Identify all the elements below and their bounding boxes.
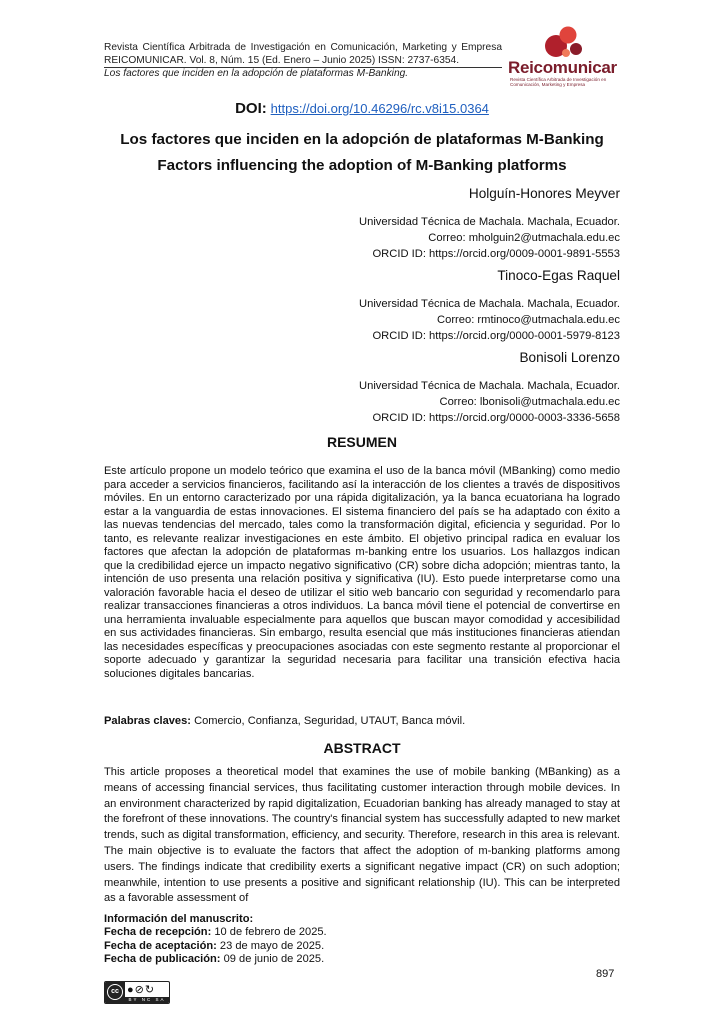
- resumen-text: Este artículo propone un modelo teórico que examina el uso de la banca móvil (MBanking) como medio para acceder a servicios financieros, facilitando así la interacción de los clientes a través de dispositivos móviles. En un entorno caracterizado por una rápida digitalización, ya la banca ecuatoriana ha logrado estar a la vanguardia de estas innovaciones. El sistema financiero del país se ha adaptado con éxito a las nuevas tendencias del mercado, tales como la transformación digital, eficiencia y seguridad. Por lo tanto, es relevante realizar investigaciones en este ámbito. El objetivo principal radica en evaluar los factores que afectan la adopción de plataformas m-banking entre los usuarios. Los hallazgos indican que la credibilidad ejerce un impacto negativo significativo (CR) sobre dicha adopción; mientras tanto, la intención de uso presenta una relación positiva y significativa (IU). Esto puede interpretarse como una valoración favorable hacia el deseo de utilizar el sitio web bancario con seguridad y recomendarlo para realizar transacciones financieras a otros individuos. La banca móvil tiene el potencial de convertirse en una herramienta invaluable especialmente para aquellos que buscan mayor comodidad y accesibilidad en sus actividades financieras. Sin embargo, resulta esencial que más instituciones financieras atiendan las necesidades específicas y preocupaciones asociadas con este segmento restante al proporcionar el soporte adecuado y garantizar la seguridad necesaria para facilitar una transición efectiva hacia soluciones digitales bancarias.: [104, 465, 620, 680]
- logo-wordmark: Reicomunicar: [508, 58, 617, 77]
- author-email[interactable]: Correo: rmtinoco@utmachala.edu.ec: [437, 314, 620, 326]
- doi-line: [0, 100, 724, 117]
- received-label: Fecha de recepción:: [104, 926, 212, 939]
- page-number: 897: [596, 968, 615, 980]
- abstract-text: This article proposes a theoretical model that examines the use of mobile banking (MBanking) as a means of accessing financial services, thus facilitating customer interaction through mobile devices. In an environment characterized by rapid digitalization, Ecuadorian banking has already managed to stay at the forefront of these innovations. The country's financial system has successfully adapted to new market trends, such as digital transformation, efficiency, and security. Therefore, research in this area is relevant. The main objective is to evaluate the factors that affect the adoption of m-banking platforms among users. The findings indicate that credibility exerts a significant negative impact (CR) on such adoption; meanwhile, intention to use presents a positive and significant relationship (IU). This can be interpreted as a favorable assessment of: [104, 766, 620, 905]
- journal-header: [104, 42, 502, 81]
- manuscript-heading: Información del manuscrito:: [104, 913, 254, 925]
- keywords: [104, 715, 620, 727]
- author-info-3: [359, 378, 620, 426]
- published-date: 09 de junio de 2025.: [223, 953, 325, 966]
- cc-icon: cc: [107, 984, 123, 1000]
- manuscript-info: [104, 913, 327, 967]
- journal-logo: [508, 22, 620, 92]
- published-label: Fecha de publicación:: [104, 953, 221, 966]
- keywords-list: Comercio, Confianza, Seguridad, UTAUT, Banca móvil.: [194, 715, 466, 727]
- title-spanish: Los factores que inciden en la adopción de plataformas M-Banking: [120, 131, 604, 148]
- author-name-3: Bonisoli Lorenzo: [519, 350, 620, 365]
- doi-link[interactable]: https://doi.org/10.46296/rc.v8i15.0364: [270, 101, 489, 116]
- license-terms: BY NC SA: [125, 997, 169, 1003]
- journal-name: Revista Científica Arbitrada de Investigación en Comunicación, Marketing y Empresa: [104, 42, 502, 53]
- title-english: Factors influencing the adoption of M-Banking platforms: [157, 157, 567, 174]
- accepted-label: Fecha de aceptación:: [104, 939, 217, 952]
- running-title: Los factores que inciden en la adopción de plataformas M-Banking.: [104, 68, 409, 79]
- journal-volume: REICOMUNICAR. Vol. 8, Núm. 15 (Ed. Enero – Junio 2025) ISSN: 2737-6354.: [104, 54, 460, 66]
- author-info-2: [359, 296, 620, 344]
- author-info-1: [359, 214, 620, 262]
- author-affiliation: Universidad Técnica de Machala. Machala, Ecuador.: [359, 298, 620, 310]
- keywords-label: Palabras claves:: [104, 715, 191, 727]
- resumen-heading: RESUMEN: [326, 434, 397, 450]
- author-email[interactable]: Correo: mholguin2@utmachala.edu.ec: [428, 232, 620, 244]
- accepted-date: 23 de mayo de 2025.: [219, 939, 325, 952]
- author-name-2: Tinoco-Egas Raquel: [497, 268, 620, 283]
- doi-label: DOI:: [235, 100, 267, 117]
- abstract-heading: ABSTRACT: [323, 740, 401, 756]
- license-symbols-icon: ●⊘↻: [127, 984, 156, 996]
- header-rule: [104, 67, 502, 68]
- received-date: 10 de febrero de 2025.: [214, 926, 327, 939]
- creative-commons-license-icon[interactable]: [104, 981, 170, 1004]
- author-affiliation: Universidad Técnica de Machala. Machala, Ecuador.: [359, 380, 620, 392]
- author-email[interactable]: Correo: lbonisoli@utmachala.edu.ec: [439, 396, 620, 408]
- author-affiliation: Universidad Técnica de Machala. Machala, Ecuador.: [359, 216, 620, 228]
- logo-graphic-icon: [508, 22, 620, 62]
- author-orcid[interactable]: ORCID ID: https://orcid.org/0009-0001-9891-5553: [372, 248, 620, 260]
- author-orcid[interactable]: ORCID ID: https://orcid.org/0000-0003-3336-5658: [372, 412, 620, 424]
- author-orcid[interactable]: ORCID ID: https://orcid.org/0000-0001-5979-8123: [372, 330, 620, 342]
- author-name-1: Holguín-Honores Meyver: [468, 186, 620, 201]
- logo-tagline: Revista Científica Arbitrada de Investigación en Comunicación, Marketing y Empresa: [510, 77, 607, 87]
